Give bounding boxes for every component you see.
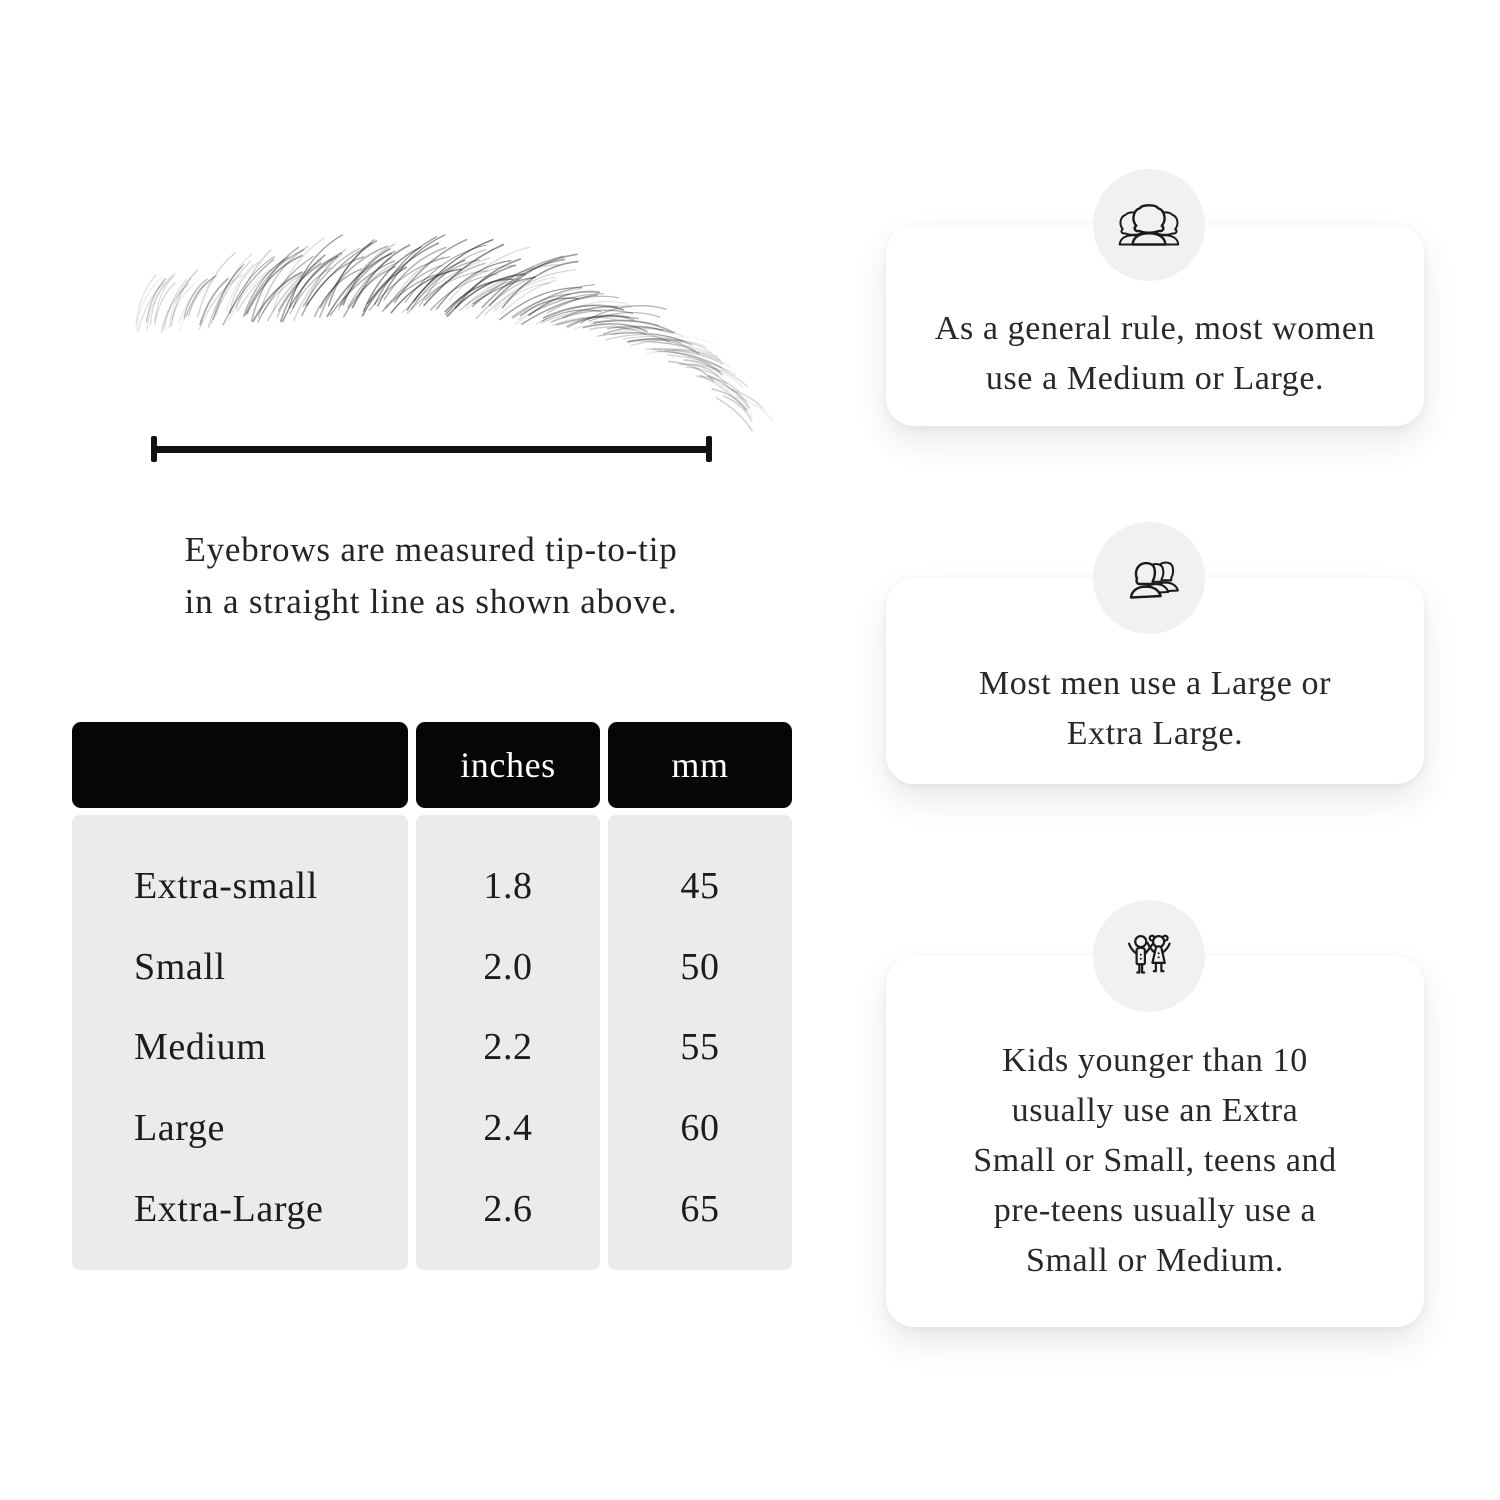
measurement-caption xyxy=(92,524,770,628)
table-cell-inches: 2.4 xyxy=(483,1107,533,1150)
table-cell-mm: 50 xyxy=(680,945,720,988)
measurement-tick-right xyxy=(706,436,712,462)
table-cell-inches: 2.0 xyxy=(483,945,533,988)
table-cell-label: Medium xyxy=(134,1026,267,1069)
card-kids-text xyxy=(973,1036,1336,1286)
card-text-line: As a general rule, most women xyxy=(934,310,1376,347)
caption-line-2: in a straight line as shown above. xyxy=(184,582,678,621)
card-women-text xyxy=(935,304,1375,404)
table-col-inches xyxy=(416,815,600,1270)
header-cell-inches: inches xyxy=(416,722,600,808)
card-text-line: use a Medium or Large. xyxy=(985,360,1325,397)
table-col-mm xyxy=(608,815,792,1270)
men-icon-circle xyxy=(1093,522,1205,634)
women-icon-circle xyxy=(1093,169,1205,281)
table-cell-mm: 45 xyxy=(680,864,720,907)
size-table-body xyxy=(72,815,792,1270)
card-text-line: Small or Small, teens and xyxy=(973,1142,1337,1179)
measurement-line xyxy=(151,436,712,462)
table-cell-inches: 2.2 xyxy=(483,1026,533,1069)
size-table xyxy=(72,722,792,1270)
eyebrow-illustration xyxy=(118,226,768,438)
card-text-line: Kids younger than 10 xyxy=(1002,1042,1308,1079)
kids-icon xyxy=(1116,929,1182,983)
table-cell-mm: 65 xyxy=(680,1188,720,1231)
measurement-bar xyxy=(151,446,712,453)
eyebrow-sketch-svg xyxy=(118,226,768,438)
table-cell-label: Small xyxy=(134,945,226,988)
header-cell-blank xyxy=(72,722,408,808)
kids-icon-circle xyxy=(1093,900,1205,1012)
caption-line-1: Eyebrows are measured tip-to-tip xyxy=(184,530,678,569)
card-text-line: usually use an Extra xyxy=(1011,1092,1299,1129)
table-cell-label: Extra-small xyxy=(134,864,318,907)
table-cell-label: Extra-Large xyxy=(134,1188,324,1231)
card-text-line: Small or Medium. xyxy=(1026,1242,1284,1279)
card-text-line: Extra Large. xyxy=(1066,715,1244,752)
table-cell-inches: 1.8 xyxy=(483,864,533,907)
table-cell-inches: 2.6 xyxy=(483,1188,533,1231)
table-col-labels xyxy=(72,815,408,1270)
card-men-text xyxy=(979,659,1331,759)
women-group-icon xyxy=(1113,200,1185,250)
table-cell-mm: 55 xyxy=(680,1026,720,1069)
header-cell-mm: mm xyxy=(608,722,792,808)
men-group-icon xyxy=(1113,553,1185,603)
table-cell-label: Large xyxy=(134,1107,225,1150)
card-text-line: Most men use a Large or xyxy=(978,665,1332,702)
table-cell-mm: 60 xyxy=(680,1107,720,1150)
size-table-header xyxy=(72,722,792,808)
card-text-line: pre-teens usually use a xyxy=(993,1192,1317,1229)
